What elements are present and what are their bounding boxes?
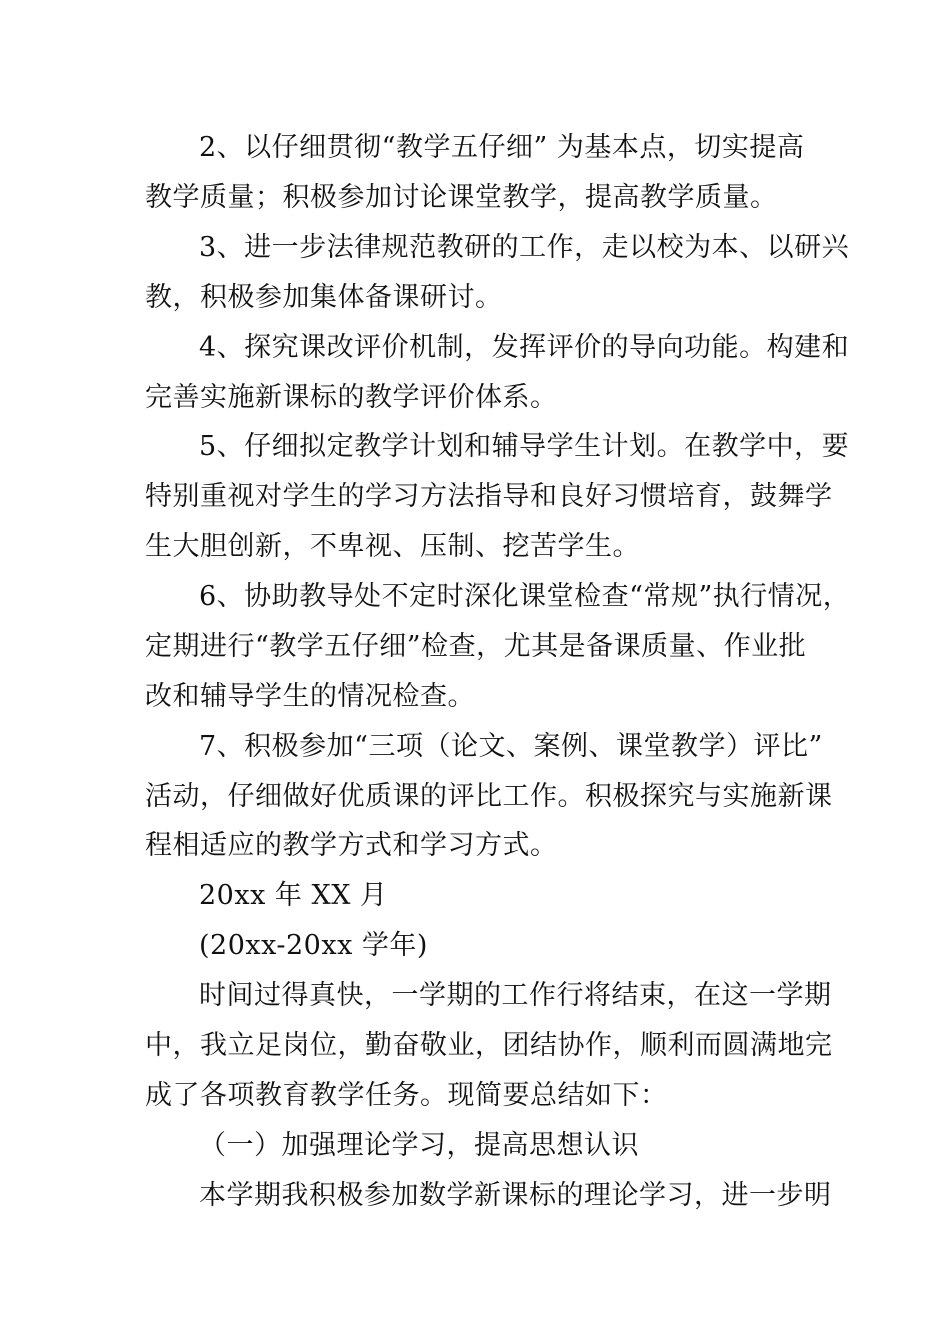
- text-line: 完善实施新课标的教学评价体系。: [145, 382, 558, 413]
- text-line: 3、进一步法律规范教研的工作，走以校为本、以研兴: [199, 232, 850, 263]
- text-line: 5、仔细拟定教学计划和辅导学生计划。在教学中，要: [199, 431, 850, 462]
- text-line: 中，我立足岗位，勤奋敬业，团结协作，顺利而圆满地完: [145, 1030, 833, 1061]
- text-line: 2、以仔细贯彻“教学五仔细” 为基本点，切实提高: [199, 132, 805, 163]
- text-line: 成了各项教育教学任务。现简要总结如下：: [145, 1080, 668, 1111]
- text-line: 生大胆创新，不卑视、压制、挖苦学生。: [145, 531, 640, 562]
- text-line: 6、协助教导处不定时深化课堂检查“常规”执行情况，: [199, 581, 851, 612]
- text-line: 4、探究课改评价机制，发挥评价的导向功能。构建和: [199, 332, 850, 363]
- text-line: 改和辅导学生的情况检查。: [145, 681, 475, 712]
- text-line: 本学期我积极参加数学新课标的理论学习，进一步明: [199, 1180, 832, 1211]
- text-line: 时间过得真快，一学期的工作行将结束，在这一学期: [199, 980, 832, 1011]
- text-line: 定期进行“教学五仔细”检查，尤其是备课质量、作业批: [145, 631, 807, 662]
- section-heading: （一）加强理论学习，提高思想认识: [199, 1130, 639, 1161]
- text-line: 7、积极参加“三项（论文、案例、课堂教学）评比”: [199, 731, 823, 762]
- school-year-line: (20xx-20xx 学年): [199, 930, 428, 961]
- text-line: 教，积极参加集体备课研讨。: [145, 282, 503, 313]
- date-line: 20xx 年 XX 月: [199, 880, 388, 911]
- text-line: 教学质量；积极参加讨论课堂教学，提高教学质量。: [145, 182, 778, 213]
- text-line: 特别重视对学生的学习方法指导和良好习惯培育，鼓舞学: [145, 481, 833, 512]
- text-line: 程相适应的教学方式和学习方式。: [145, 830, 558, 861]
- text-line: 活动，仔细做好优质课的评比工作。积极探究与实施新课: [145, 781, 833, 812]
